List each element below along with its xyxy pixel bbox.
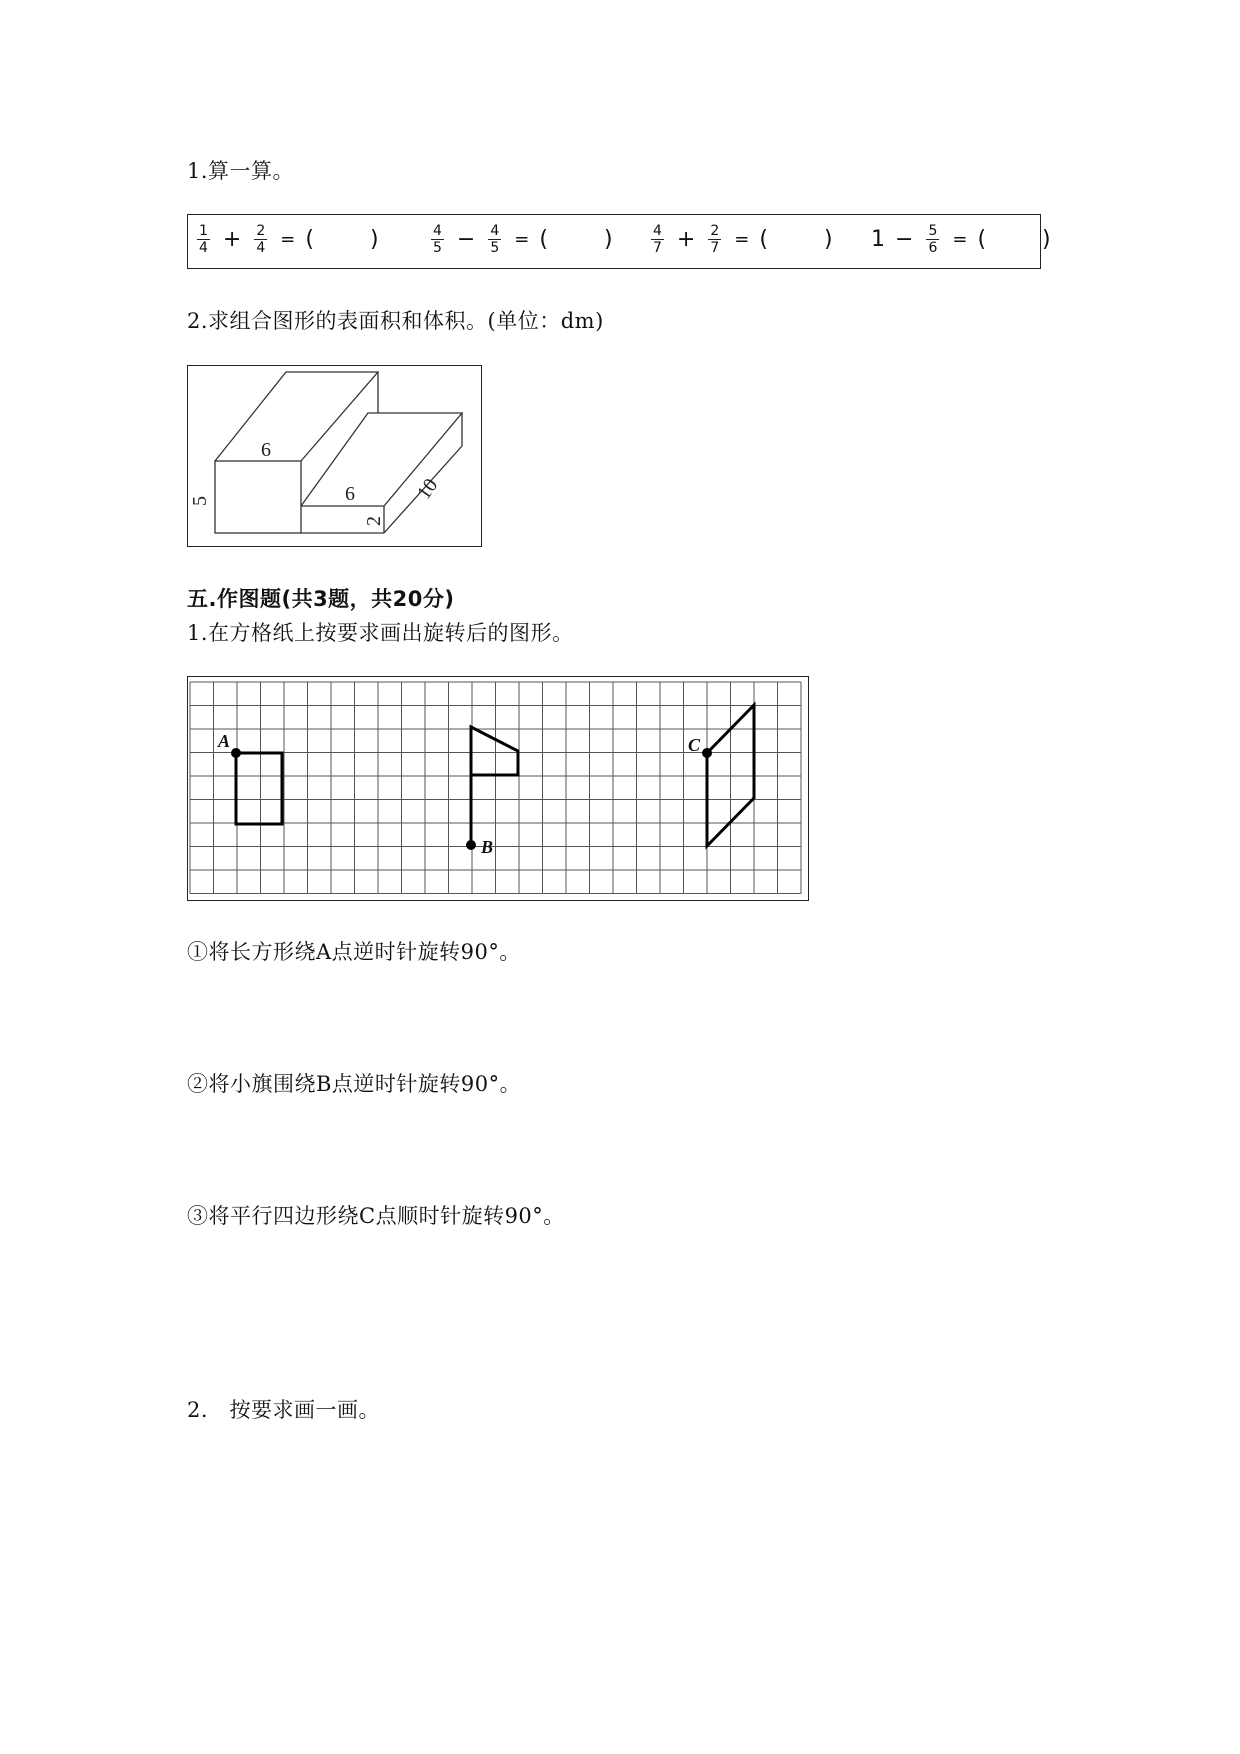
instruction-3: ③将平行四边形绕C点顺时针旋转90°。 xyxy=(187,1204,565,1228)
grid-figure xyxy=(187,676,809,901)
fraction-b: $\frac{5}{6}$ xyxy=(928,223,938,256)
instruction-1: ①将长方形绕A点逆时针旋转90°。 xyxy=(187,940,521,964)
calc-item-4: 1 − $\frac{5}{6}$ = ( ) xyxy=(871,223,1051,256)
point-b-dot xyxy=(466,840,476,850)
point-a-dot xyxy=(231,748,241,758)
calc-box xyxy=(187,214,1051,269)
label-height-left: 5 xyxy=(189,496,211,506)
fraction-b: $\frac{2}{7}$ xyxy=(710,223,720,256)
solid-figure-drawing xyxy=(188,366,481,546)
point-a-label: A xyxy=(218,731,231,751)
fraction-a: $\frac{4}{7}$ xyxy=(653,223,662,256)
label-top-right: 6 xyxy=(345,483,355,505)
solid-figure xyxy=(187,365,482,547)
fraction-a: $\frac{1}{4}$ xyxy=(199,223,208,256)
label-step-height: 2 xyxy=(363,516,385,526)
flag-shape xyxy=(471,727,518,847)
question-2-title: 2.求组合图形的表面积和体积。(单位：dm) xyxy=(187,309,604,333)
calc-item-1: $\frac{1}{4}$ + $\frac{2}{4}$ = ( ) xyxy=(199,223,379,256)
point-c-label: C xyxy=(688,735,701,755)
fraction-b: $\frac{2}{4}$ xyxy=(256,223,266,256)
section-title: 五.作图题(共3题，共20分) xyxy=(187,587,455,611)
rectangle-shape xyxy=(236,753,282,824)
calc-item-2: $\frac{4}{5}$ − $\frac{4}{5}$ = ( ) xyxy=(433,223,613,256)
fraction-a: $\frac{4}{5}$ xyxy=(433,223,442,256)
draw-question-1-title: 1.在方格纸上按要求画出旋转后的图形。 xyxy=(187,621,574,645)
label-top-left: 6 xyxy=(261,439,271,461)
grid-drawing xyxy=(188,677,808,900)
draw-question-2-title: 2. 按要求画一画。 xyxy=(187,1398,381,1422)
label-depth: 10 xyxy=(412,474,443,504)
instruction-2: ②将小旗围绕B点逆时针旋转90°。 xyxy=(187,1072,522,1096)
calc-item-3: $\frac{4}{7}$ + $\frac{2}{7}$ = ( ) xyxy=(653,223,833,256)
point-c-dot xyxy=(702,748,712,758)
question-1-title: 1.算一算。 xyxy=(187,159,295,183)
fraction-b: $\frac{4}{5}$ xyxy=(490,223,500,256)
point-b-label: B xyxy=(481,837,494,857)
